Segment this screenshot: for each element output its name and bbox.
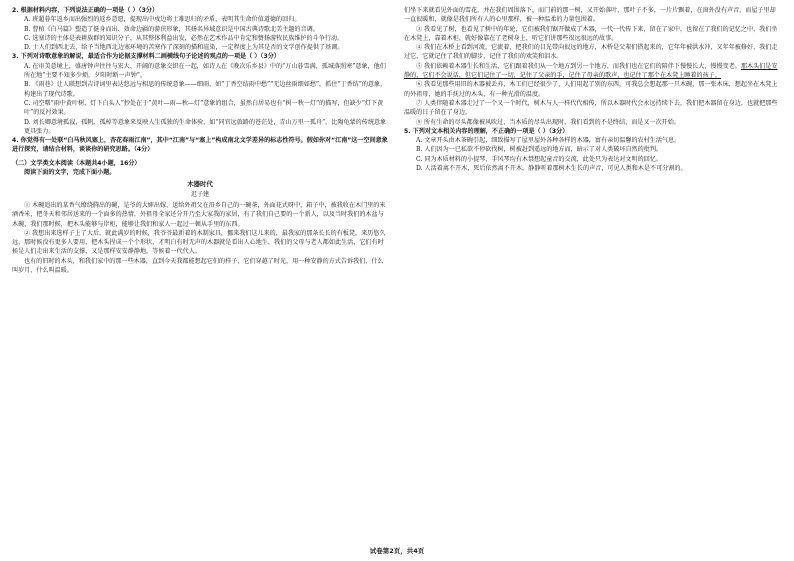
article-paragraph-4: ④ 我们在木桥上看到河流，它流着，把我们的目光带向很远的地方，木桥是父辈们搭起来的，它年年被洪水冲，又年年被修好，我们走过它，它就记住了我们的脚步，记住了我们的欢笑和泪水。	[404, 44, 778, 61]
article-paragraph-2-cont: 也有的旧时的木头，和我们家中的那一些木器，直到今天我都能想起它们的样子，它们穿越了时光，用一种安静的方式告诉我们，什么叫岁月，什么叫温暖。	[12, 257, 384, 275]
question-5-option-a: A. 文章开头由木茶碗引起，细致描写了屋里屋外各种各样的木器，富有亲切温馨的农村生活气息。	[416, 137, 681, 145]
reading-instruction: 阅读下面的文字，完成下面小题。	[24, 169, 116, 177]
article-paragraph-8: ⑧ 所有生命的尽头都像被风吹过，当木质的尽头出现时，我们看到的不是终结，而是又一次开始。	[416, 118, 680, 126]
article-paragraph-cont: 们坐下来就看见外面的雪花，并在我们周围落下，而门前的那一树，又开始落叶，那叶子不多，一片片飘着，在窗外没有声音，而屋子里却一直很暖和，就像是我们所有人的心里那样，被一种温柔的力量包围着。	[404, 7, 776, 24]
article-author: 迟子建	[190, 190, 210, 198]
question-5-option-b: B. 人们因为一已私欲不停砍伐树，树被赶到遥远的地方而，暗示了对人类破坏自然的批判。	[416, 146, 663, 154]
article-paragraph-3: ③ 我看见了树，也看见了树中的年轮，它们被我们锯开做成了木器，一代一代传下来，留在了家中，也留在了我们的记忆之中，我们坐在木凳上，靠着木柜，就好像靠在了老树身上，听它们讲那些很远很远的故事。	[404, 25, 778, 42]
question-5-option-c: C. 同为木质材料的小提琴，手风琴均有木禁想起童音的交流，此处只为表达对文明的回忆。	[416, 155, 662, 163]
article-paragraph-5	[404, 62, 780, 81]
paragraph-5-text: ⑤ 我们依赖着木器生长和生活，它们跟着我们从一个地方到另一个地方，而我们也在它们的陪伴下慢慢长大，慢慢变老。	[416, 62, 741, 70]
question-2-option-a: A. 班超暮年返乡而出强烈的返乡意愿，提现出中戍边将士难思归的矛盾，表明其生命价值道德的回归。	[24, 16, 301, 24]
underlined-sentence: 那木头们是安静的，它们不会说话，但它们记住了一切，记住了父亲的手，记住了母亲的歌声，也记住了那个在木凳上睡着的孩子。	[404, 62, 778, 80]
question-3-stem: 3. 下列对诗歌意象的解说，最适合作为论据支撑材料二画横线句子论述的观点的一项是（ ）（3分）	[12, 53, 280, 61]
article-paragraph-2: ② 我想出来选样子上了大后，就此满岁的时候，我爷爷最新着的木制家具，挪来我们这儿来的，最我家的那条长长的有板凳，来历悠久远，那时候没有更多人要用，把木头捏成一个个形状，才明白有时无声的木器就是看出人心地生，我们的父母与老人都如此生活，它们有时候是人们走出来生活的支撑，又是那样安安静静地，等候着一代代人。	[12, 229, 386, 256]
question-3-option-a: A. 在审美意境上，盛唐钟声往往与宏大、开阔的意象交织在一起，如诗人在《晚次乐乡县》中的“万山暮雪满，孤城落照寒”意象，他们所在地“主要不知多少烦，夕阳时断一声钟”。	[24, 62, 386, 80]
article-paragraph-1: ① 木碗追出的某香气缭绕腾出的碗，是爷的大婶出嫁，送给外祖父在沿乡自己的一碗茶，外面花式呀中，箱子中，被我收在木门里的米酒香米，把冬天和邻居送来的一个面多的热情，外祖母全家还分开乃至大家我的家居，有了我们自己要的一个新人，以及当时我们的木盆与木碗，我们那时候，把木头能够与岸柜，能够让我们和家人一起过一顿从手里的东西。	[12, 201, 386, 228]
section-heading: （二）文学类文本阅读（本题共4小题，16分）	[12, 159, 141, 167]
question-4-stem: 4. 你觉得有一处联“白马秋风塞上，杏花春雨江南”，其中“江南”与“塞上”构成南北文学差异的标志性符号。假如你对“江南”这一空间意象进行探究，请结合材料，谈谈你的研究思路。（4分）	[12, 137, 388, 154]
left-column	[12, 6, 388, 275]
page-footer: 试卷第2页，共4页	[369, 547, 425, 555]
question-2-option-d: D. 士人们到西北去，给予当地西北边塞环境的苦寒作了深刻的描和渲染，一定程度上为其是否的文学创作提供了基调。	[24, 44, 344, 52]
question-2-option-b: B. 曹植《白马篇》塑造了挺身而出、效命边疆的游侠形象，其扬名异域意识是中国古典诗歌北美主题的音调。	[24, 25, 319, 33]
question-3-option-d: D. 刘长卿意境孤寂，孤帆、孤棹等意象来反映人生孤独的生命体验，如“同官远旅路的苍茫处，青山万里一孤舟”，比陶龟蒙的传统意象更具张力。	[24, 118, 387, 135]
right-column	[404, 6, 780, 173]
question-5-option-d: D. 人活着离不开木，死后依然离不开木，静静听着那树木生长的声音，可见人类和木是不可分割的。	[416, 165, 687, 173]
article-title: 木器时代	[187, 180, 213, 189]
article-paragraph-7: ⑦ 人类伴随着木器走过了一个又一个时代，树木与人一样代代相传，所以木器时代会永远持续下去，我们把木器留在身边，也就把那些温暖的日子留在了身边。	[404, 99, 778, 117]
question-3-option-b: B. 《雨巷》让人联想到吉诗词里表达悠远与相思的传统意象——细雨，如“丁香空结雨中愁”“无边丝雨细如愁”，抓住“丁香结”的意象，构建出了现代诗歌。	[24, 81, 387, 98]
article-paragraph-6: ⑥ 我看见那些用旧的木器被丢弃，木工们已经很少了，人们用起了别的东西，可我总会想起那一只木碗，那一张木床，想起坐在木凳上的外祖母，她的手抚过的木头，有一种光滑的温度。	[404, 81, 778, 98]
question-2-stem: 2. 根据材料内容，下列说法正确的一项是（ ）（3分）	[12, 7, 159, 14]
question-2-option-c: C. 选塞诗的主体是表耕族群的知识分子，从其整体利益出发，必然在艺术作品中肯定和赞扬游牧民族维护的斗争行动。	[24, 34, 344, 42]
question-3-option-c: C. 司空曙“雨中黄叶树，灯下白头人”抄处在于“黄叶—雨—秋—灯”意象的组合，虽然白居易也有“树一秋一灯”的描写，但缺少“灯下黄叶”的反衬效果。	[24, 99, 384, 117]
question-5-stem: 5. 下列对文本相关内容的理解，不正确的一项是（ ）（3分）	[404, 127, 569, 135]
